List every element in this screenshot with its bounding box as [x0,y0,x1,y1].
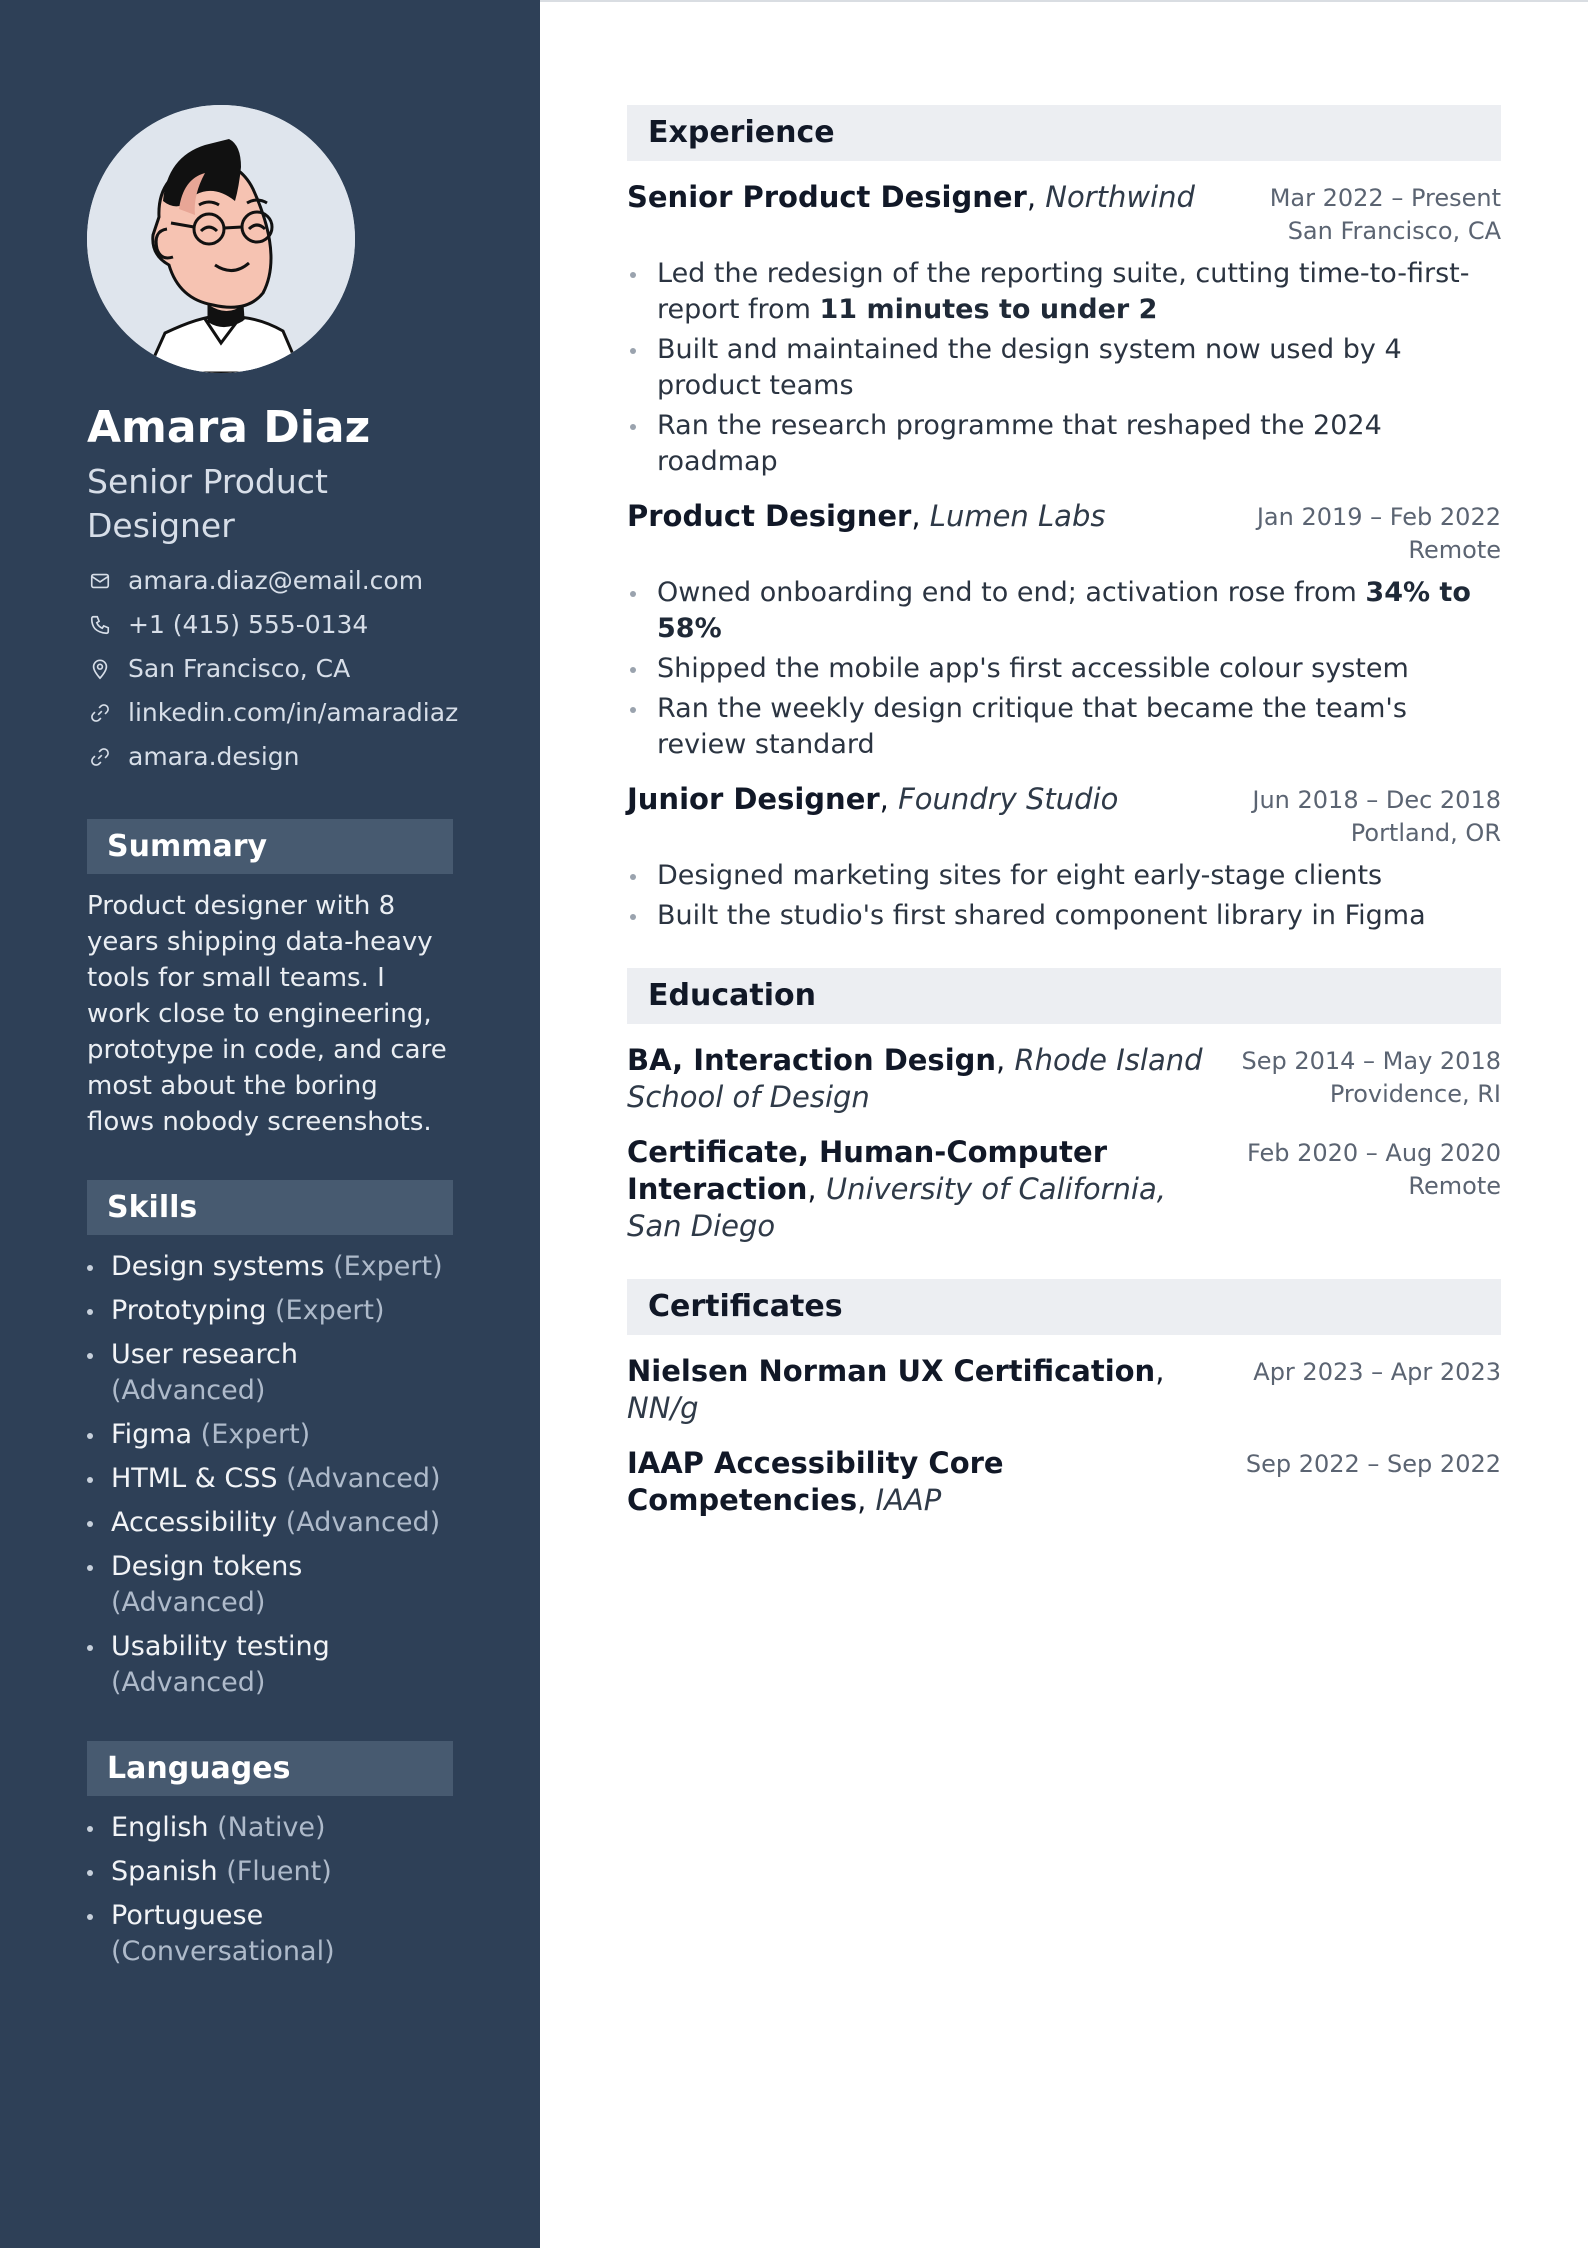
skill-level: (Expert) [200,1418,311,1450]
avatar-illustration-icon [87,105,355,373]
skill-item [87,1461,453,1497]
school-name: Rhode Island School of Design [627,1043,1203,1114]
bullet-item: Owned onboarding end to end; activation rose from 34% to 58% [627,575,1501,647]
education-location: Providence, RI [1329,1080,1501,1108]
job-company: Northwind [1045,180,1195,214]
mail-icon [87,568,113,594]
language-item [87,1854,453,1890]
link-icon [87,700,113,726]
phone-icon [87,612,113,638]
language-name: Spanish [111,1855,218,1887]
job-title: Junior Designer [627,782,880,816]
skill-name: Accessibility [111,1506,278,1538]
certificate-dates: Apr 2023 – Apr 2023 [1253,1358,1501,1386]
contact-phone[interactable] [87,603,453,647]
contact-location [87,647,453,691]
certificate-issuer: IAAP [875,1483,942,1517]
bullet-item: Built and maintained the design system now used by 4 product teams [627,332,1501,404]
job-location: Remote [1408,536,1501,564]
skill-item [87,1249,453,1285]
job-bullets [627,256,1501,480]
profile-role: Senior Product Designer [87,461,328,546]
job-bullets [627,575,1501,763]
bullet-item: Ran the weekly design critique that became the team's review standard [627,691,1501,763]
certificates-heading: Certificates [627,1279,1501,1335]
job-dates: Mar 2022 – Present [1269,184,1501,212]
language-name: Portuguese [111,1899,264,1931]
job-dates: Jun 2018 – Dec 2018 [1252,786,1501,814]
skill-name: Usability testing [111,1630,330,1662]
contact-linkedin[interactable] [87,691,459,735]
skill-item [87,1337,453,1409]
experience-entry: Product Designer, Lumen Labs Jan 2019 – Feb 2022 Remote Owned onboarding end to end; activation rose from 34% to 58% Shipped the mobile app's first accessible colour system Ran the weekly design critique that became the team's review standard [627,498,1501,763]
skill-item [87,1549,453,1621]
language-level: (Native) [217,1811,326,1843]
experience-entry: Senior Product Designer, Northwind Mar 2022 – Present San Francisco, CA Led the redesign of the reporting suite, cutting time-to-first-report from 11 minutes to under 2 Built and maintained the design system now used by 4 product teams Ran the research programme that reshaped the 2024 roadmap [627,179,1501,480]
skills-list [87,1249,453,1701]
certificate-title: Nielsen Norman UX Certification [627,1354,1156,1388]
certificate-issuer: NN/g [627,1391,699,1425]
skill-item [87,1293,453,1329]
languages-heading: Languages [87,1741,453,1796]
job-bullets [627,858,1501,934]
bullet-item: Led the redesign of the reporting suite, cutting time-to-first-report from 11 minutes to under 2 [627,256,1501,328]
skill-name: Figma [111,1418,193,1450]
summary-text: Product designer with 8 years shipping data-heavy tools for small teams. I work close to engineering, prototype in code, and care most about the boring flows nobody screenshots. [87,890,447,1137]
job-title: Senior Product Designer [627,180,1027,214]
education-entry: Certificate, Human-Computer Interaction, University of California, San Diego Feb 2020 – Aug 2020 Remote [627,1135,1501,1243]
skill-name: Design systems [111,1250,325,1282]
job-dates: Jan 2019 – Feb 2022 [1256,503,1501,531]
skill-item [87,1629,453,1701]
avatar [87,105,355,373]
education-heading: Education [627,968,1501,1024]
skill-name: HTML & CSS [111,1462,278,1494]
job-company: Lumen Labs [929,499,1106,533]
job-title: Product Designer [627,499,912,533]
link-icon [87,744,113,770]
language-level: (Fluent) [226,1855,332,1887]
location-pin-icon [87,656,113,682]
experience-heading: Experience [627,105,1501,161]
certificate-entry: Nielsen Norman UX Certification, NN/g Apr 2023 – Apr 2023 [627,1354,1501,1425]
languages-list [87,1810,453,1970]
contact-text: +1 (415) 555-0134 [128,609,369,639]
degree-title: BA, Interaction Design [627,1043,997,1077]
skill-level: (Advanced) [285,1506,441,1538]
school-name: University of California, San Diego [627,1172,1166,1243]
contact-text: amara.design [128,741,300,771]
skill-name: Design tokens [111,1550,303,1582]
skill-item [87,1417,453,1453]
contact-email[interactable] [87,559,453,603]
skill-item [87,1505,453,1541]
contact-text: linkedin.com/in/amaradiaz [128,697,459,727]
skill-level: (Expert) [275,1294,385,1326]
job-location: Portland, OR [1350,819,1501,847]
education-entry: BA, Interaction Design, Rhode Island School of Design Sep 2014 – May 2018 Providence, RI [627,1043,1501,1114]
bullet-item: Ran the research programme that reshaped the 2024 roadmap [627,408,1501,480]
skill-level: (Advanced) [111,1666,266,1698]
skills-heading: Skills [87,1180,453,1235]
skill-name: User research [111,1338,298,1370]
skill-level: (Advanced) [111,1374,266,1406]
skill-name: Prototyping [111,1294,267,1326]
language-level: (Conversational) [111,1935,335,1967]
contact-text: San Francisco, CA [128,653,351,683]
contact-website[interactable] [87,735,453,779]
skill-level: (Expert) [333,1250,443,1282]
bullet-item: Designed marketing sites for eight early-stage clients [627,858,1501,894]
sidebar [0,0,540,2248]
education-location: Remote [1408,1172,1501,1200]
skill-level: (Advanced) [286,1462,441,1494]
education-dates: Sep 2014 – May 2018 [1241,1047,1501,1075]
education-dates: Feb 2020 – Aug 2020 [1246,1139,1501,1167]
bullet-item: Built the studio's first shared component library in Figma [627,898,1501,934]
contact-list [87,559,459,779]
profile-name: Amara Diaz [87,402,371,453]
certificate-entry: IAAP Accessibility Core Competencies, IAAP Sep 2022 – Sep 2022 [627,1446,1501,1517]
job-company: Foundry Studio [898,782,1119,816]
language-item [87,1810,453,1846]
contact-text: amara.diaz@email.com [128,565,424,595]
language-item [87,1898,453,1970]
main-content [627,105,1501,1519]
certificate-dates: Sep 2022 – Sep 2022 [1245,1450,1501,1478]
language-name: English [111,1811,209,1843]
certificate-title: IAAP Accessibility Core Competencies [627,1446,1004,1517]
experience-entry: Junior Designer, Foundry Studio Jun 2018 – Dec 2018 Portland, OR Designed marketing sites for eight early-stage clients Built the studio's first shared component library in Figma [627,781,1501,934]
degree-title: Certificate, Human-Computer Interaction [627,1135,1108,1206]
summary-heading: Summary [87,819,453,874]
job-location: San Francisco, CA [1287,217,1501,245]
bullet-item: Shipped the mobile app's first accessible colour system [627,651,1501,687]
skill-level: (Advanced) [111,1586,266,1618]
